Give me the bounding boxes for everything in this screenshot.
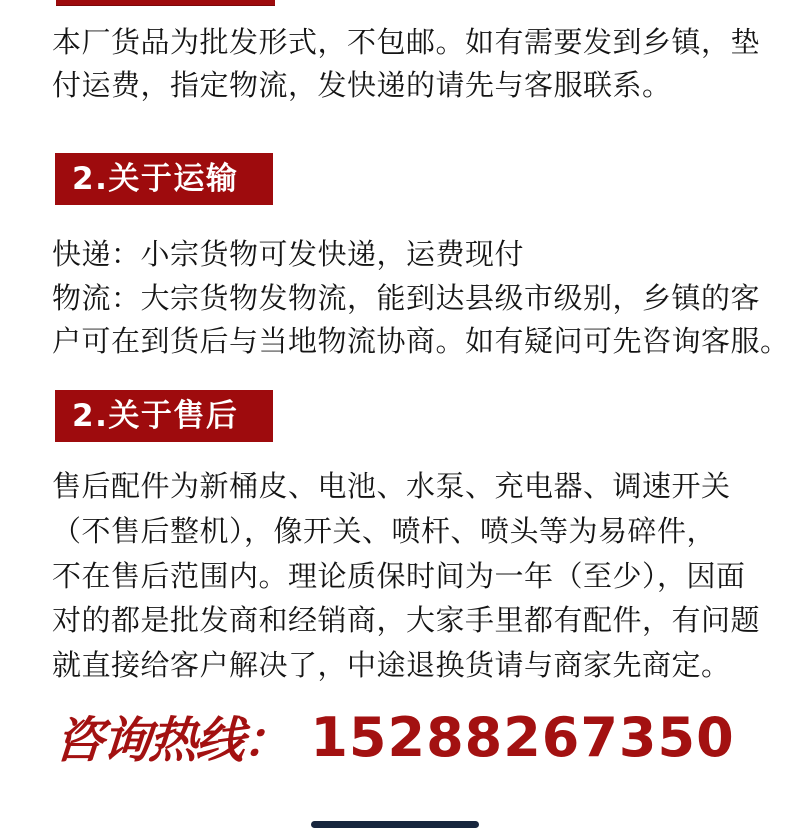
hotline-label: 咨询热线： <box>53 712 293 769</box>
aftersales-line: 就直接给客户解决了，中途退换货请与商家先商定。 <box>52 648 731 683</box>
home-indicator-bar <box>311 821 479 828</box>
wholesale-intro-paragraph <box>52 21 760 107</box>
shipping-line: 快递：小宗货物可发快递，运费现付 <box>52 237 525 271</box>
hotline-phone-number: 15288267350 <box>310 705 735 769</box>
intro-line: 本厂货品为批发形式，不包邮。如有需要发到乡镇，垫 <box>52 25 761 59</box>
aftersales-line: 售后配件为新桶皮、电池、水泵、充电器、调速开关 <box>52 469 731 503</box>
intro-line: 付运费，指定物流，发快递的请先与客服联系。 <box>52 68 672 102</box>
aftersales-line: 对的都是批发商和经销商，大家手里都有配件，有问题 <box>52 603 761 638</box>
aftersales-section-heading: 2.关于售后 <box>55 390 273 442</box>
aftersales-line: （不售后整机），像开关、喷杆、喷头等为易碎件， <box>52 513 717 548</box>
consultation-hotline <box>0 703 790 771</box>
aftersales-paragraph <box>52 464 760 688</box>
shipping-section-heading: 2.关于运输 <box>55 153 273 205</box>
previous-section-heading-partial <box>56 0 275 6</box>
shipping-paragraph <box>52 233 790 364</box>
aftersales-line: 不在售后范围内。理论质保时间为一年（至少），因面 <box>52 558 746 593</box>
shipping-line: 物流：大宗货物发物流，能到达县级市级别，乡镇的客 <box>52 280 761 315</box>
shipping-line: 户可在到货后与当地物流协商。如有疑问可先咨询客服。 <box>52 324 790 358</box>
